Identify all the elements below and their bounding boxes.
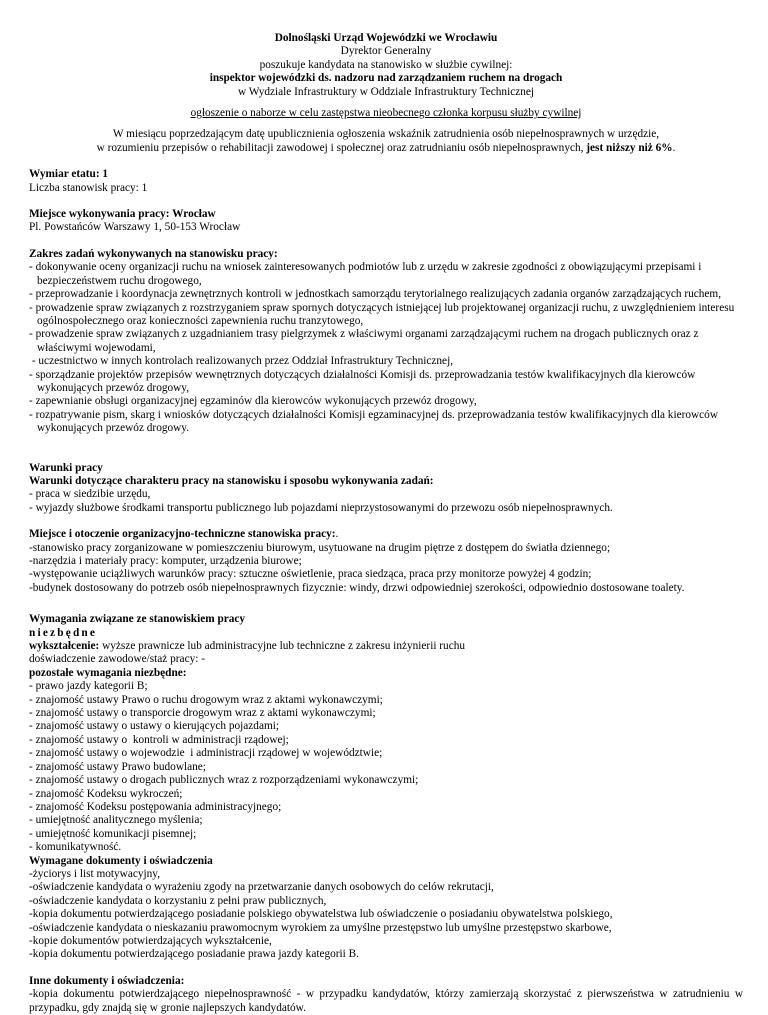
document-item: -życiorys i list motywacyjny, (29, 867, 161, 880)
education-value: wyższe prawnicze lub administracyjne lub techniczne z zakresu inżynierii ruchu (99, 640, 466, 653)
environment-item: -stanowisko pracy zorganizowane w pomieszczeniu biurowym, usytuowane na drugim piętrze z dostępem do światła dziennego; (29, 541, 611, 554)
task-item: - przeprowadzanie i koordynacja zewnętrznych kontroli w jednostkach samorządu terytorialnego realizujących zadania organów zarządzających ruchem, (29, 288, 722, 301)
requirement-item: - znajomość ustawy Prawo budowlane; (29, 760, 206, 773)
documents-heading: Wymagane dokumenty i oświadczenia (29, 854, 213, 867)
disability-line-1: W miesiącu poprzedzającym datę upublicznienia ogłoszenia wskaźnik zatrudnienia osób niepełnosprawnych w urzędzie, (112, 128, 660, 141)
other-documents-heading: Inne dokumenty i oświadczenia: (29, 974, 185, 987)
requirement-item: - prawo jazdy kategorii B; (29, 680, 148, 693)
department-line: w Wydziale Infrastruktury w Oddziale Infrastruktury Technicznej (237, 85, 535, 98)
requirements-section (29, 613, 743, 854)
conditions-subheading: Warunki dotyczące charakteru pracy na stanowisku i sposobu wykonywania zadań: (29, 474, 434, 487)
other-requirements-heading: pozostałe wymagania niezbędne: (29, 666, 187, 679)
director-title: Dyrektor Generalny (340, 45, 432, 58)
positions-count: Liczba stanowisk pracy: 1 (29, 181, 148, 194)
document-item: -oświadczenie kandydata o nieskazaniu prawomocnym wyrokiem za umyślne przestępstwo lub umyślne przestępstwo skarbowe, (29, 921, 612, 934)
condition-item: - wyjazdy służbowe środkami transportu publicznego lub pojazdami nieprzystosowanymi do przewozu osób niepełnosprawnych. (29, 501, 613, 514)
requirement-item: - znajomość ustawy o transporcie drogowym wraz z aktami wykonawczymi; (29, 707, 376, 720)
disability-threshold: jest niższy niż 6% (586, 141, 673, 154)
other-documents-text: -kopia dokumentu potwierdzającego niepełnosprawność - w przypadku kandydatów, którzy zamierzają skorzystać z pierwszeństwa w zatrudnieniu w przypadku, gdy znajdą się w gronie najlepszych kandydatów. (29, 988, 743, 1014)
task-item: - uczestnictwo w innych kontrolach realizowanych przez Oddział Infrastruktury Technicznej, (29, 355, 454, 368)
task-item: - sporządzanie projektów przepisów wewnętrznych dotyczących działalności Komisji ds. przeprowadzania testów kwalifikacyjnych dla kierowców wykonujących przewóz drogowy, (29, 368, 696, 394)
task-item: - rozpatrywanie pism, skarg i wniosków dotyczących działalności Komisji egzaminacyjnej ds. przeprowadzania testów kwalifikacyjnych dla kierowców wykonujących przewóz drogowy. (29, 408, 718, 435)
office-name: Dolnośląski Urząd Wojewódzki we Wrocławiu (274, 32, 498, 44)
task-item: - prowadzenie spraw związanych z uzgadnianiem trasy pielgrzymek z właściwymi organami zarządzającymi ruchem na drogach publicznych oraz z właściwymi wojewodami, (29, 328, 699, 354)
education-label: wykształcenie: (29, 640, 100, 653)
position-title: inspektor wojewódzki ds. nadzoru nad zarządzaniem ruchem na drogach (209, 72, 563, 85)
requirement-item: - znajomość ustawy o drogach publicznych wraz z rozporządzeniami wykonawczymi; (29, 774, 419, 787)
requirement-item: - znajomość ustawy o kontroli w administracji rządowej; (29, 733, 289, 746)
environment-item: -budynek dostosowany do potrzeb osób niepełnosprawnych fizycznie: windy, drzwi odpowiedniej szerokości, odpowiednio dostosowane toalety. (29, 581, 685, 594)
documents-section (29, 855, 743, 962)
notice-line: ogłoszenie o naborze w celu zastępstwa nieobecnego członka korpusu służby cywilnej (190, 107, 582, 120)
requirement-item: - znajomość ustawy Prawo o ruchu drogowym wraz z aktami wykonawczymi; (29, 693, 383, 706)
requirement-item: - znajomość Kodeksu wykroczeń; (29, 787, 183, 800)
seeking-line: poszukuje kandydata na stanowisko w służbie cywilnej: (259, 58, 513, 71)
job-announcement (29, 32, 743, 1015)
requirement-item: - znajomość Kodeksu postępowania administracyjnego; (29, 800, 282, 813)
requirements-heading: Wymagania związane ze stanowiskiem pracy (29, 613, 246, 626)
tasks-section (29, 248, 743, 436)
task-item: - prowadzenie spraw związanych z rozstrzyganiem spraw spornych dotyczących istniejącej lub projektowanej organizacji ruchu, z uwzględnieniem interesu ogólnospołecznego oraz konieczności zapewnienia ruchu tranzytowego, (29, 301, 735, 327)
disability-line-2: w rozumieniu przepisów o rehabilitacji zawodowej i społecznej oraz zatrudnianiu osób niepełnosprawnych, jest niższy niż 6%. (96, 141, 676, 154)
conditions-section (29, 462, 743, 516)
document-item: -kopia dokumentu potwierdzającego posiadanie prawa jazdy kategorii B. (29, 948, 360, 961)
document-item: -kopia dokumentu potwierdzającego posiadanie polskiego obywatelstwa lub oświadczenie o posiadaniu obywatelstwa polskiego, (29, 908, 613, 921)
other-documents-section (29, 975, 743, 1015)
environment-item: -narzędzia i materiały pracy: komputer, urządzenia biurowe; (29, 555, 302, 567)
fte-label: Wymiar etatu: 1 (29, 168, 109, 181)
requirement-item: - znajomość ustawy o ustawy o kierujących pojazdami; (29, 720, 280, 733)
header-block (29, 32, 743, 155)
document-item: -kopie dokumentów potwierdzających wykształcenie, (29, 934, 272, 947)
condition-item: - praca w siedzibie urzędu, (29, 488, 151, 501)
document-item: -oświadczenie kandydata o wyrażeniu zgody na przetwarzanie danych osobowych do celów rekrutacji, (29, 881, 494, 894)
document-item: -oświadczenie kandydata o korzystaniu z pełni praw publicznych, (29, 894, 327, 907)
task-item: - zapewnianie obsługi organizacyjnej egzaminów dla kierowców wykonujących przewóz drogowy, (29, 395, 477, 408)
environment-heading-line: Miejsce i otoczenie organizacyjno-techniczne stanowiska pracy:. (29, 528, 339, 541)
environment-section (29, 528, 743, 595)
location-address: Pl. Powstańców Warszawy 1, 50-153 Wrocław (29, 221, 241, 234)
requirement-item: - znajomość ustawy o wojewodzie i administracji rządowej w województwie; (29, 747, 383, 760)
conditions-heading: Warunki pracy (29, 461, 103, 474)
task-item: - dokonywanie oceny organizacji ruchu na wniosek zainteresowanych podmiotów lub z urzędu w zakresie zgodności z obowiązującymi przepisami i bezpieczeństwem ruchu drogowego, (29, 261, 702, 287)
education-line (29, 640, 743, 653)
requirement-item: - umiejętność komunikacji pisemnej; (29, 827, 197, 840)
location-label: Miejsce wykonywania pracy: Wrocław (29, 208, 216, 221)
necessary-label: niezbędne (29, 626, 98, 639)
environment-item: -występowanie uciążliwych warunków pracy: sztuczne oświetlenie, praca siedząca, praca przy monitorze powyżej 4 godzin; (29, 568, 592, 581)
environment-heading: Miejsce i otoczenie organizacyjno-techniczne stanowiska pracy: (29, 528, 336, 541)
location-section (29, 208, 743, 235)
employment-section (29, 168, 743, 195)
experience-line: doświadczenie zawodowe/staż pracy: - (29, 653, 205, 666)
requirement-item: - komunikatywność. (29, 841, 122, 854)
requirement-item: - umiejętność analitycznego myślenia; (29, 814, 203, 827)
tasks-heading: Zakres zadań wykonywanych na stanowisku pracy: (29, 247, 278, 260)
